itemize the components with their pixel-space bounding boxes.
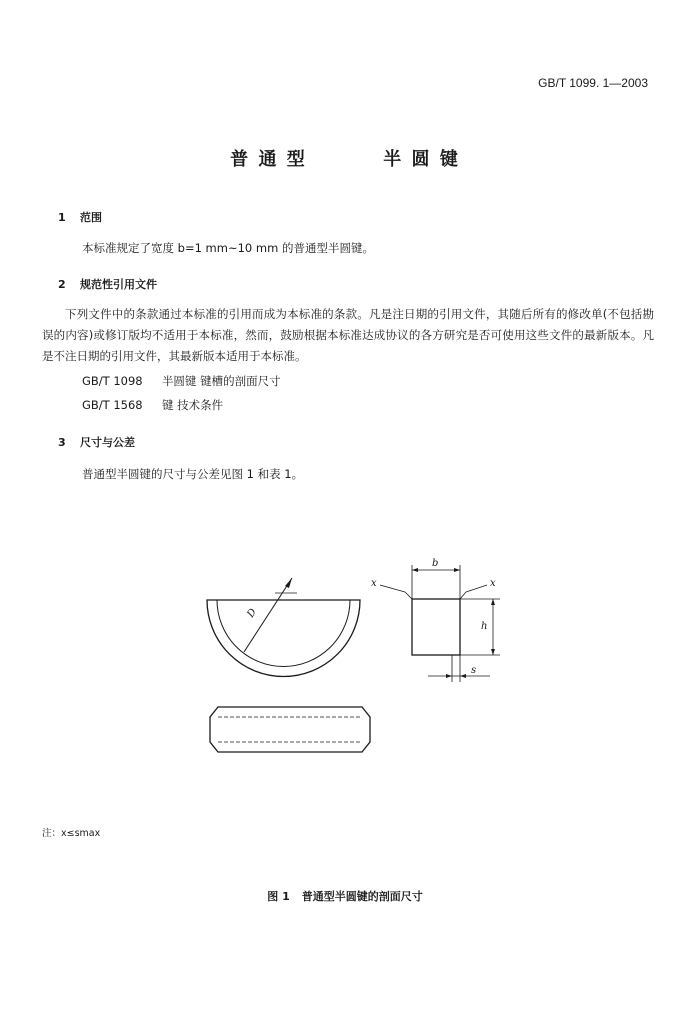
figure-caption [0,888,690,904]
figure-note: 注：x≤smax [42,828,101,839]
section-title: 尺寸与公差 [80,436,135,449]
reference-code: GB/T 1098 [82,374,143,388]
section-1-text: 本标准规定了宽度 b=1 mm~10 mm 的普通型半圆键。 [82,241,374,255]
key-front-view [207,578,360,677]
section-title: 规范性引用文件 [80,278,157,291]
figure-number: 图 1 [267,890,290,903]
title-part-2: 半 圆 键 [383,149,460,170]
standard-number: GB/T 1099. 1—2003 [538,76,648,90]
reference-code: GB/T 1568 [82,398,143,412]
label-s: s [471,665,477,676]
section-title: 范围 [80,211,102,224]
reference-title: 键 技术条件 [161,398,224,412]
reference-title: 半圆键 键槽的剖面尺寸 [161,374,281,388]
section-number: 3 [58,436,66,449]
label-x-right: x [490,578,496,589]
label-h: h [481,621,488,632]
label-D: D [245,606,259,620]
label-x-left: x [371,578,377,589]
label-b: b [432,558,439,569]
section-number: 1 [58,211,66,224]
section-number: 2 [58,278,66,291]
section-3-text: 普通型半圆键的尺寸与公差见图 1 和表 1。 [82,467,304,481]
section-2-paragraph: 下列文件中的条款通过本标准的引用而成为本标准的条款。凡是注日期的引用文件，其随后所有的修改单(不包括勘误的内容)或修订版均不适用于本标准，然而，鼓励根据本标准达成协议的各方研究是否可使用这些文件的最新版本。凡是不注日期的引用文件，其最新版本适用于本标准。 [42,307,654,363]
key-top-view [210,707,370,752]
title-part-1: 普 通 型 [230,149,307,170]
figure-title: 普通型半圆键的剖面尺寸 [301,890,423,903]
